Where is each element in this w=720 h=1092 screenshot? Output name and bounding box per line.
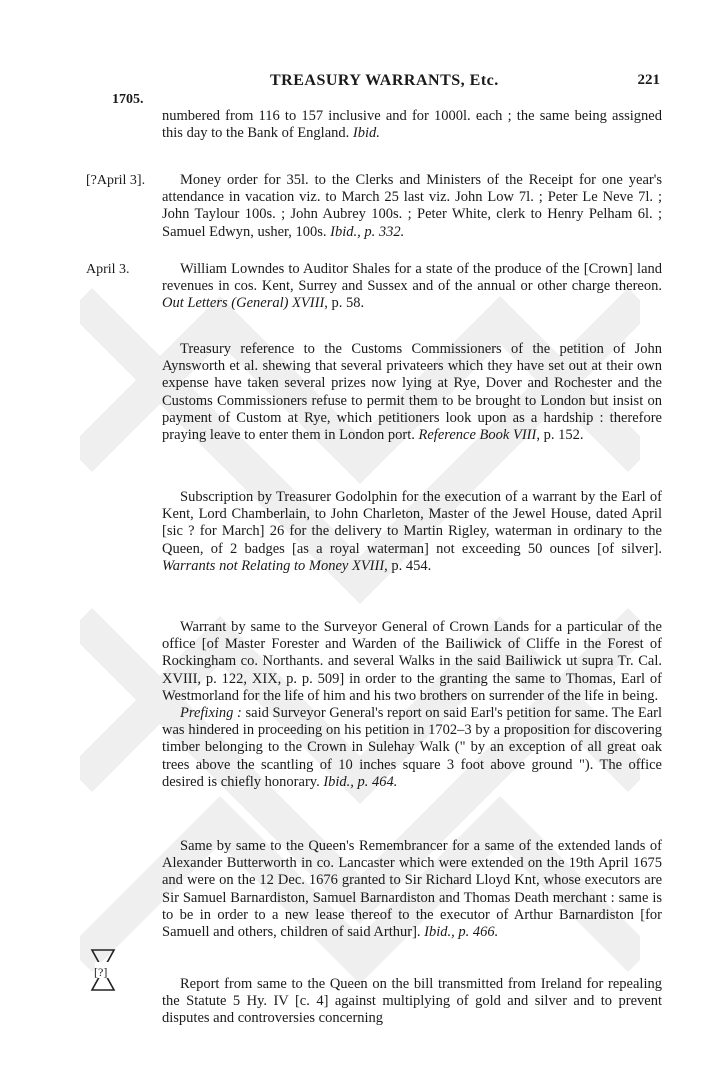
page-number: 221 — [637, 72, 660, 88]
entry-source: Ibid., p. 466. — [424, 924, 499, 941]
entry-note-label: Prefixing : — [180, 705, 242, 722]
entry-source: Out Letters (General) XVIII — [162, 295, 325, 312]
entry-date: [?] — [94, 965, 108, 979]
entry-source: Ibid., p. 464. — [323, 773, 398, 790]
entry-source: Ibid., p. 332. — [330, 223, 405, 240]
entry-source: Ibid. — [352, 125, 380, 142]
running-title: TREASURY WARRANTS, Etc. — [270, 72, 499, 89]
entry-text: Report from same to the Queen on the bill transmitted from Ireland for repealing the Statute 5 Hy. IV [c. 4] against multiplying of gold and silver and to prevent disputes and controversies concerning — [162, 976, 662, 1027]
year-label: 1705. — [112, 92, 144, 107]
entry-text: Money order for 35l. to the Clerks and Ministers of the Receipt for one year's attendance in vacation viz. to March 25 last viz. John Low 7l. ; Peter Le Neve 7l. ; John Taylour 100s. ; John Aubrey 100s. ; Peter White, clerk to Henry Pelham 6l. ; Samuel Edwyn, usher, 100s. Ibid., p. 332. — [162, 172, 662, 240]
entry-date: April 3. — [86, 262, 130, 277]
entry-text: Warrant by same to the Surveyor General of Crown Lands for a particular of the office [of Master Forester and Warden of the Bailiwick of Cliffe in the Forest of Rockingham co. Northants. and several Walks in the said Bailiwick ut supra Tr. Cal. XVIII, p. 122, XIX, p. p. 509] in order to the granting the same to Thomas, Earl of Westmorland for the life of him and his two brothers on surrender of the life in being. Prefixing : said Surveyor General's report on said Earl's petition for same. The Earl was hindered in proceeding on his petition in 1702–3 by a proposition for discovering timber belonging to the Crown in Sulehay Walk (" by an exception of all great oak trees above the scantling of 10 inches square 3 foot above ground "). The office desired is chiefly honorary. Ibid., p. 464. — [162, 619, 663, 790]
entry-source: Reference Book VIII — [418, 427, 537, 444]
entry-text: numbered from 116 to 157 inclusive and for 1000l. each ; the same being assigned this day to the Bank of England. Ibid. — [162, 108, 662, 142]
entry-text: Treasury reference to the Customs Commissioners of the petition of John Aynsworth et al. shewing that several privateers which they have set out at their own expense have taken several prizes now lying at Rye, Dover and Rochester and the Customs Commissioners refuse to permit them to be brought to London but insist on payment of Custom at Rye, which petitioners look upon as a hardship : therefore praying leave to enter them in London port. Reference Book VIII, p. 152. — [162, 341, 662, 444]
entry-source: Warrants not Relating to Money XVIII — [162, 557, 385, 574]
page-header — [160, 72, 660, 96]
entry-date: [?April 3]. — [86, 173, 146, 188]
entry-text: Same by same to the Queen's Remembrancer for a same of the extended lands of Alexander Butterworth in co. Lancaster which were extended on the 19th April 1675 and were on the 12 Dec. 1676 granted to Sir Richard Lloyd Knt, whose executors are Sir Samuel Barnardiston, Samuel Barnardiston and Thomas Death merchant : same is to be in order to a new lease thereof to the executor of Arthur Barnardiston [for Samuell and others, children of said Arthur]. Ibid., p. 466. — [162, 838, 662, 941]
entry-text: William Lowndes to Auditor Shales for a state of the produce of the [Crown] land revenues in cos. Kent, Surrey and Sussex and of the annual or other charge thereon. Out Letters (General) XVIII, p. 58. — [162, 261, 662, 312]
entry-text: Subscription by Treasurer Godolphin for the execution of a warrant by the Earl of Kent, Lord Chamberlain, to John Charleton, Master of the Jewel House, dated April [sic ? for March] 26 for the delivery to Martin Rigley, waterman in ordinary to the Queen, of 2 badges [as a royal waterman] not exceeding 50 ounces [of silver]. Warrants not Relating to Money XVIII, p. 454. — [162, 489, 662, 574]
